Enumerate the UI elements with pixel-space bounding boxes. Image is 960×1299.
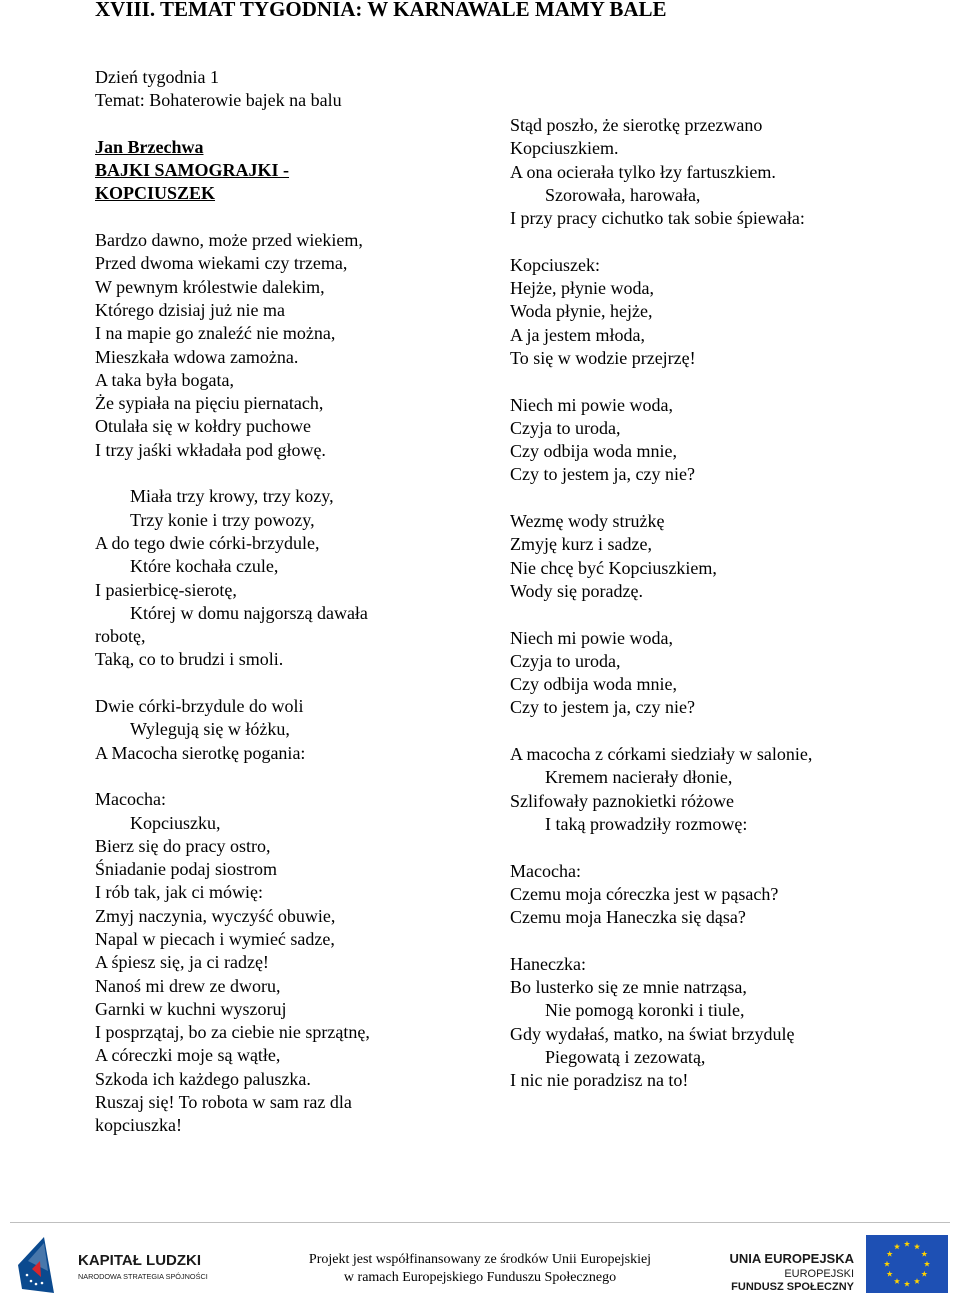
text-line: Stąd poszło, że sierotkę przezwano — [510, 115, 763, 135]
text-line: Bardzo dawno, może przed wiekiem, — [95, 230, 363, 251]
text-line: Zmyję kurz i sadze, — [510, 534, 652, 555]
text-line: I trzy jaśki wkładała pod głowę. — [95, 439, 326, 460]
text-line: Temat: Bohaterowie bajek na balu — [95, 90, 342, 111]
text-line: Bierz się do pracy ostro, — [95, 835, 271, 856]
text-line: Gdy wydałaś, matko, na świat brzydulę — [510, 1023, 795, 1044]
text-line: Dzień tygodnia 1 — [95, 67, 219, 87]
text-line: A Macocha sierotkę pogania: — [95, 742, 306, 763]
text-line: Które kochała czule, — [130, 556, 279, 577]
text-line: W pewnym królestwie dalekim, — [95, 276, 325, 297]
page-title: XVIII. TEMAT TYGODNIA: W KARNAWALE MAMY BALE — [95, 0, 667, 21]
text-line: A do tego dwie córki-brzydule, — [95, 532, 320, 553]
text-line: Taką, co to brudzi i smoli. — [95, 649, 284, 670]
text-line: Wezmę wody strużkę — [510, 511, 665, 532]
blank-line — [510, 836, 812, 859]
text-line: A córeczki moje są wątłe, — [95, 1045, 281, 1066]
text-line: A ona ocierała tylko łzy fartuszkiem. — [510, 161, 776, 182]
text-line: Nie chcę być Kopciuszkiem, — [510, 557, 717, 578]
text-line: Kopciuszek: — [510, 254, 600, 275]
unia-europejska-logo — [726, 1233, 950, 1295]
svg-text:NARODOWA STRATEGIA SPÓJNOŚCI: NARODOWA STRATEGIA SPÓJNOŚCI — [78, 1272, 208, 1281]
text-line: Że sypiała na pięciu piernatach, — [95, 393, 324, 414]
text-line: To się w wodzie przejrzę! — [510, 347, 696, 368]
text-line: Trzy konie i trzy powozy, — [130, 509, 315, 530]
text-line: Czemu moja Haneczka się dąsa? — [510, 907, 746, 928]
blank-line — [95, 113, 370, 136]
text-line: Czy odbija woda mnie, — [510, 674, 677, 695]
blank-line — [510, 487, 812, 510]
text-line: Piegowatą i zezowatą, — [545, 1046, 706, 1067]
svg-text:KAPITAŁ LUDZKI: KAPITAŁ LUDZKI — [78, 1252, 202, 1269]
text-line: Wody się poradzę. — [510, 580, 644, 601]
text-line: Zmyj naczynia, wyczyść obuwie, — [95, 905, 336, 926]
text-line: Niech mi powie woda, — [510, 394, 673, 415]
svg-text:FUNDUSZ SPOŁECZNY: FUNDUSZ SPOŁECZNY — [731, 1281, 854, 1293]
text-line: Szorowała, harowała, — [545, 184, 701, 205]
text-line: Ruszaj się! To robota w sam raz dla — [95, 1092, 352, 1113]
text-line: Otulała się w kołdry puchowe — [95, 416, 311, 437]
text-line: A ja jestem młoda, — [510, 324, 645, 345]
text-line: Której w domu najgorszą dawała — [130, 602, 368, 623]
footer — [0, 1225, 960, 1299]
text-line: I nic nie poradzisz na to! — [510, 1070, 689, 1091]
svg-text:EUROPEJSKI: EUROPEJSKI — [784, 1268, 854, 1280]
blank-line — [510, 929, 812, 952]
text-line: Nanoś mi drew ze dworu, — [95, 975, 281, 996]
cofinancing-line-2: w ramach Europejskiego Funduszu Społecznego — [343, 1270, 617, 1285]
text-line: Czy odbija woda mnie, — [510, 441, 677, 462]
blank-line — [510, 370, 812, 393]
right-text-column — [510, 114, 812, 1092]
text-line: Wylegują się w łóżku, — [130, 719, 290, 740]
text-line: I przy pracy cichutko tak sobie śpiewała: — [510, 208, 805, 229]
text-line: Macocha: — [510, 860, 581, 881]
blank-line — [95, 672, 370, 695]
text-line: Czy to jestem ja, czy nie? — [510, 697, 695, 718]
text-line: Śniadanie podaj siostrom — [95, 859, 277, 880]
text-line: A śpiesz się, ja ci radzę! — [95, 952, 269, 973]
text-line: BAJKI SAMOGRAJKI - — [95, 160, 290, 181]
blank-line — [510, 720, 812, 743]
text-line: I taką prowadziły rozmowę: — [545, 813, 748, 834]
left-text-column — [95, 66, 370, 1138]
text-line: Niech mi powie woda, — [510, 627, 673, 648]
text-line: Hejże, płynie woda, — [510, 278, 654, 299]
text-line: Haneczka: — [510, 953, 586, 974]
blank-line — [510, 230, 812, 253]
kapital-ludzki-logo — [14, 1231, 244, 1295]
text-line: I pasierbicę-sierotę, — [95, 579, 237, 600]
text-line: Czyja to uroda, — [510, 417, 621, 438]
text-line: I posprzątaj, bo za ciebie nie sprzątnę, — [95, 1022, 370, 1043]
text-line: kopciuszka! — [95, 1115, 182, 1136]
svg-text:UNIA EUROPEJSKA: UNIA EUROPEJSKA — [729, 1251, 854, 1266]
text-line: KOPCIUSZEK — [95, 183, 216, 204]
text-line: Macocha: — [95, 789, 166, 810]
text-line: Kremem nacierały dłonie, — [545, 767, 733, 788]
text-line: Nie pomogą koronki i tiule, — [545, 1000, 745, 1021]
text-line: Czyja to uroda, — [510, 650, 621, 671]
text-line: Kopciuszku, — [130, 812, 221, 833]
text-line: Jan Brzechwa — [95, 136, 204, 157]
blank-line — [95, 765, 370, 788]
cofinancing-line-1: Projekt jest współfinansowany ze środków Unii Europejskiej — [308, 1252, 652, 1267]
text-line: Napal w piecach i wymieć sadze, — [95, 928, 335, 949]
text-line: Przed dwoma wiekami czy trzema, — [95, 253, 348, 274]
text-line: Czemu moja córeczka jest w pąsach? — [510, 883, 779, 904]
text-line: Szlifowały paznokietki różowe — [510, 790, 734, 811]
cofinancing-note — [290, 1251, 670, 1287]
text-line: A taka była bogata, — [95, 369, 234, 390]
blank-line — [510, 603, 812, 626]
footer-divider — [10, 1222, 950, 1223]
text-line: Mieszkała wdowa zamożna. — [95, 346, 299, 367]
text-line: Kopciuszkiem. — [510, 138, 619, 159]
text-line: Bo lusterko się ze mnie natrząsa, — [510, 976, 747, 997]
text-line: Miała trzy krowy, trzy kozy, — [130, 486, 334, 507]
text-line: I rób tak, jak ci mówię: — [95, 882, 263, 903]
text-line: Woda płynie, hejże, — [510, 301, 653, 322]
text-line: Czy to jestem ja, czy nie? — [510, 464, 695, 485]
text-line: Szkoda ich każdego paluszka. — [95, 1068, 311, 1089]
blank-line — [95, 462, 370, 485]
text-line: robotę, — [95, 626, 146, 647]
blank-line — [95, 206, 370, 229]
text-line: Którego dzisiaj już nie ma — [95, 299, 285, 320]
text-line: Dwie córki-brzydule do woli — [95, 696, 304, 717]
text-line: I na mapie go znaleźć nie można, — [95, 323, 336, 344]
text-line: Garnki w kuchni wyszoruj — [95, 998, 287, 1019]
text-line: A macocha z córkami siedziały w salonie, — [510, 744, 813, 765]
